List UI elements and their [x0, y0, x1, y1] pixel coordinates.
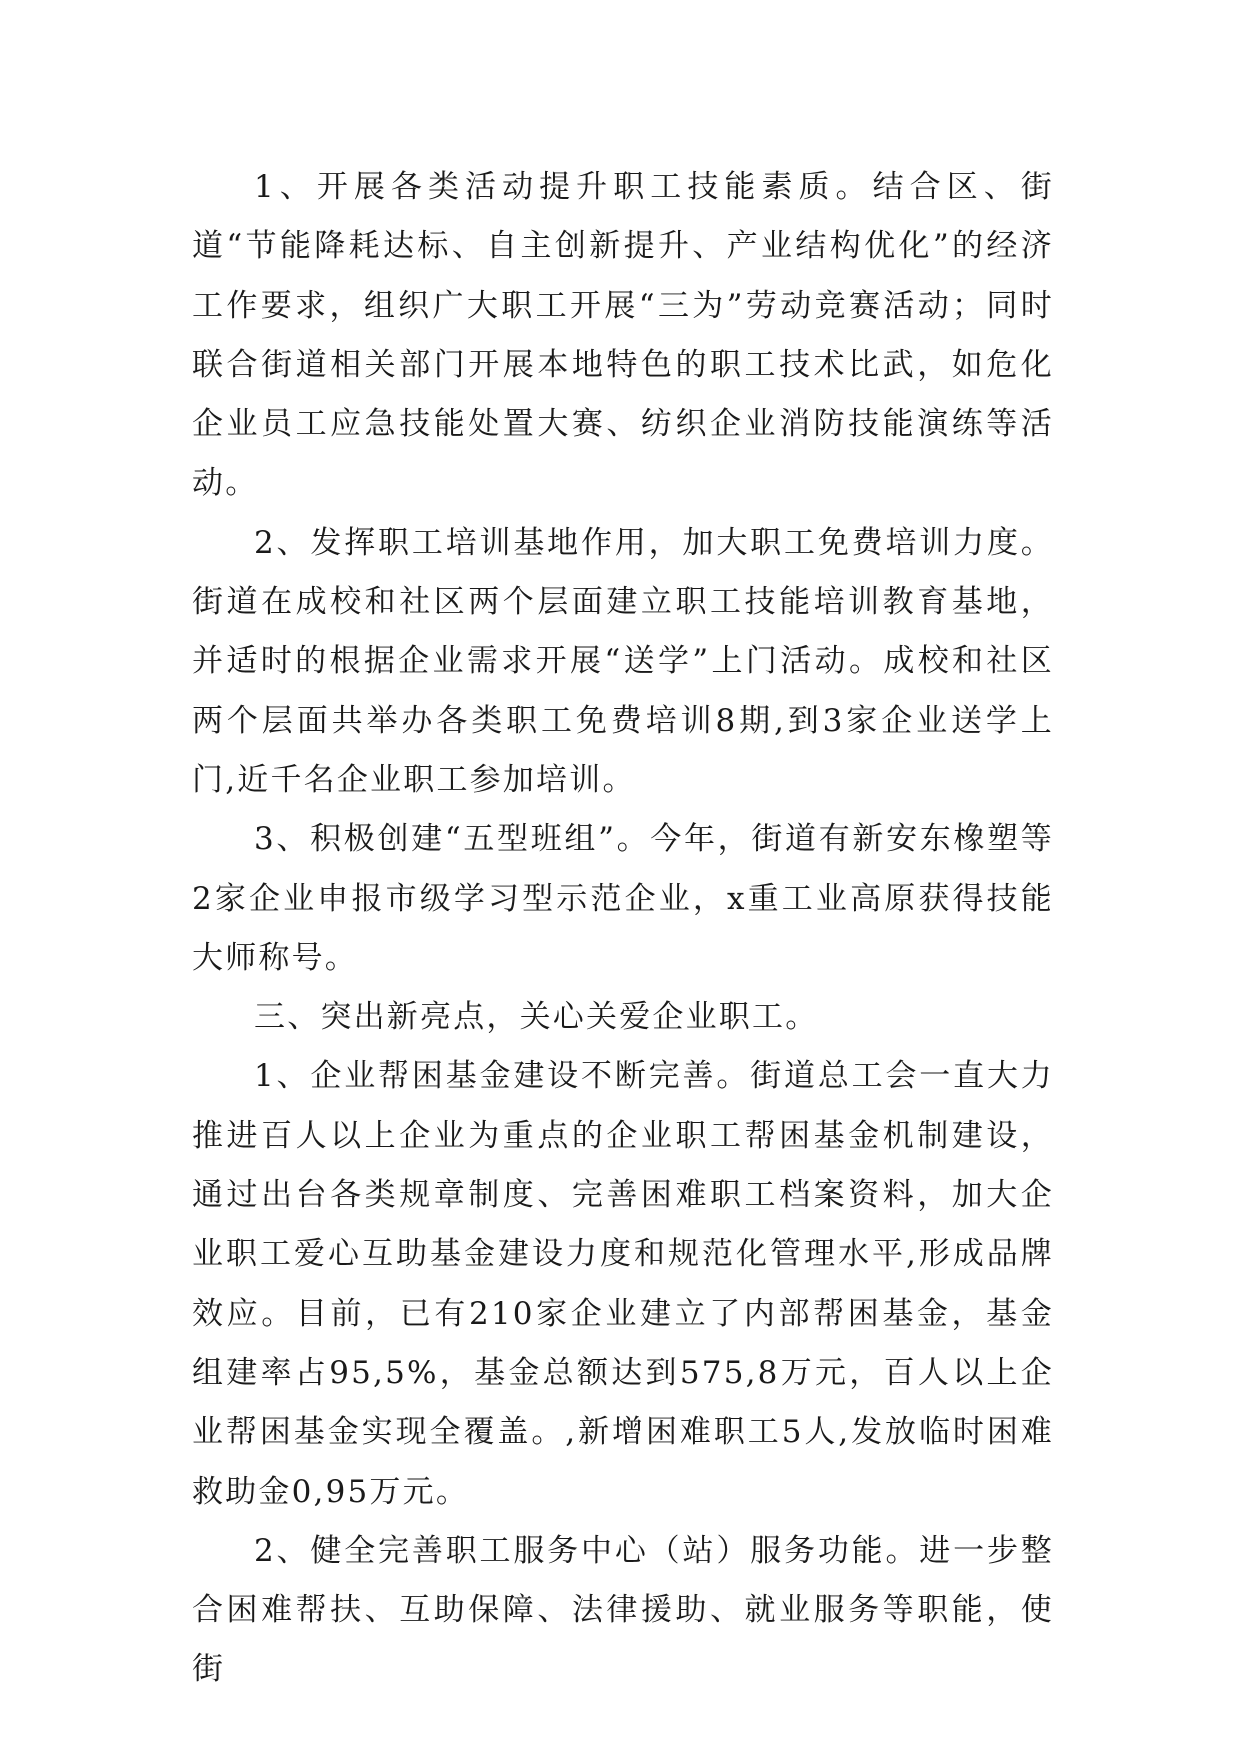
- paragraph-service-center: 2、健全完善职工服务中心（站）服务功能。进一步整合困难帮扶、互助保障、法律援助、就业服务等职能，使街: [192, 1532, 1054, 1688]
- paragraph-aid-fund: 1、企业帮困基金建设不断完善。街道总工会一直大力推进百人以上企业为重点的企业职工帮困基金机制建设，通过出台各类规章制度、完善困难职工档案资料，加大企业职工爱心互助基金建设力度和规范化管理水平,形成品牌效应。目前，已有210家企业建立了内部帮困基金，基金组建率占95,5%，基金总额达到575,8万元，百人以上企业帮困基金实现全覆盖。,新增困难职工5人,发放临时困难救助金0,95万元。: [192, 1058, 1054, 1510]
- paragraph-training-base: 2、发挥职工培训基地作用，加大职工免费培训力度。街道在成校和社区两个层面建立职工技能培训教育基地，并适时的根据企业需求开展“送学”上门活动。成校和社区两个层面共举办各类职工免费培训8期,到3家企业送学上门,近千名企业职工参加培训。: [192, 524, 1054, 798]
- section-heading-care: 三、突出新亮点，关心关爱企业职工。: [254, 999, 819, 1036]
- paragraph-five-type-teams: 3、积极创建“五型班组”。今年，街道有新安东橡塑等2家企业申报市级学习型示范企业，x重工业高原获得技能大师称号。: [192, 821, 1054, 976]
- document-body: [192, 158, 1054, 1700]
- paragraph-skill-activities: 1、开展各类活动提升职工技能素质。结合区、街道“节能降耗达标、自主创新提升、产业结构优化”的经济工作要求，组织广大职工开展“三为”劳动竞赛活动；同时联合街道相关部门开展本地特色的职工技术比武，如危化企业员工应急技能处置大赛、纺织企业消防技能演练等活动。: [192, 169, 1054, 502]
